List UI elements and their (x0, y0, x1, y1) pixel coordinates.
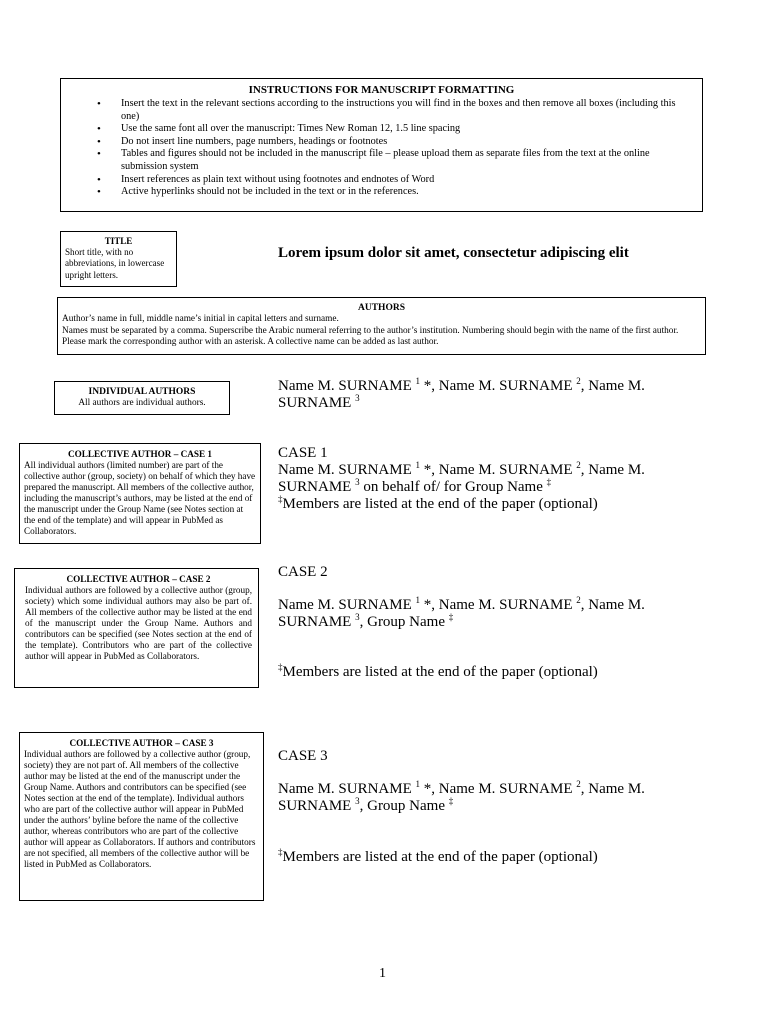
author-name: Name M. SURNAME (278, 462, 412, 478)
individual-author-list (278, 378, 698, 412)
title-box-heading: TITLE (104, 236, 133, 246)
page-number: 1 (379, 966, 386, 981)
author-name: Name M. SURNAME (438, 597, 573, 613)
author-name: Name M. SURNAME (438, 378, 573, 394)
instruction-item: • Do not insert line numbers, page numbers, headings or footnotes (121, 136, 692, 149)
case1-heading: COLLECTIVE AUTHOR – CASE 1 (68, 449, 212, 459)
author-name: Name M. SURNAME (438, 781, 573, 797)
collective-case3-box (19, 732, 264, 901)
case3-author-list (278, 781, 698, 815)
case2-label: CASE 2 (278, 564, 328, 580)
case3-label: CASE 3 (278, 748, 328, 764)
instructions-title: INSTRUCTIONS FOR MANUSCRIPT FORMATTING (248, 84, 515, 96)
individual-authors-box (54, 381, 230, 415)
affiliation-sup: 1 (415, 595, 420, 605)
authors-box-heading: AUTHORS (358, 303, 405, 313)
case3-members-note (278, 849, 698, 866)
corresponding-mark: *, (420, 378, 439, 394)
authors-box-line2: Names must be separated by a comma. Superscribe the Arabic numeral referring to the author’s institution. Numbering should begin with the name of the first author. Please mark the corresponding author with an asterisk. A collective name can be added as last author. (62, 325, 679, 347)
affiliation-sup: 2 (576, 595, 581, 605)
case3-text: Individual authors are followed by a collective author (group, society) they are not part of. All members of the collective author may be listed at the end of the manuscript under the Group Name. Authors and contributors can be specified (see Notes section at the end of the template). Individual authors who are part of the collective author will appear in PubMed under the authors’ byline before the name of the collective author, whereas contributors who are part of the collective author will appear as Collaborators. If authors and contributors are not specified, all members of the collective author will be listed in PubMed as Collaborators. (24, 749, 256, 869)
separator: , (580, 781, 589, 797)
case1-block (278, 445, 698, 513)
members-text: Members are listed at the end of the paper (optional) (282, 849, 598, 865)
title-box-text: Short title, with no abbreviations, in lowercase upright letters. (65, 247, 165, 280)
case3-heading: COLLECTIVE AUTHOR – CASE 3 (69, 738, 214, 748)
group-name: on behalf of/ for Group Name (359, 479, 547, 495)
case2-text: Individual authors are followed by a collective author (group, society) which some individual authors may also be part of. All members of the collective author may be listed at the end of the manuscript under the Group Name. Authors and contributors can be specified (see Notes section at the end of the template). Contributors who are part of the collective author will appear in PubMed as Collaborators. (25, 585, 252, 661)
authors-instruction-box (57, 297, 706, 355)
separator: , (580, 378, 589, 394)
affiliation-sup: 2 (576, 376, 581, 386)
dagger-mark: ‡ (278, 494, 283, 504)
collective-case1-box (19, 443, 261, 544)
corresponding-mark: *, (420, 462, 439, 478)
dagger-mark: ‡ (278, 847, 283, 857)
instruction-item: • Active hyperlinks should not be included in the text or in the references. (121, 186, 692, 199)
corresponding-mark: *, (420, 781, 439, 797)
author-name: Name M. SURNAME (278, 781, 645, 814)
dagger-mark: ‡ (278, 662, 283, 672)
instruction-item: • Tables and figures should not be included in the manuscript file – please upload them as separate files from the text at the online submission system (121, 148, 692, 173)
case1-author-list (278, 462, 698, 496)
affiliation-sup: 3 (355, 393, 360, 403)
case1-label: CASE 1 (278, 445, 328, 461)
members-text: Members are listed at the end of the paper (optional) (282, 664, 598, 680)
affiliation-sup: 2 (576, 460, 581, 470)
author-name: Name M. SURNAME (438, 462, 573, 478)
dagger-mark: ‡ (448, 796, 454, 806)
instruction-item: • Insert references as plain text without using footnotes and endnotes of Word (121, 174, 692, 187)
instruction-item: • Insert the text in the relevant sections according to the instructions you will find in the boxes and then remove all boxes (including this one) (121, 98, 692, 123)
individual-text: All authors are individual authors. (78, 398, 206, 408)
title-instruction-box (60, 231, 177, 287)
affiliation-sup: 3 (355, 796, 360, 806)
author-name: Name M. SURNAME (278, 378, 412, 394)
instructions-list (71, 98, 692, 199)
author-name: Name M. SURNAME (278, 597, 645, 630)
dagger-mark: ‡ (546, 477, 552, 487)
author-name: Name M. SURNAME (278, 597, 412, 613)
case1-text: All individual authors (limited number) are part of the collective author (group, society) on behalf of which they have prepared the manuscript. All members of the collective author, including the manuscript’s authors, may be listed at the end of the manuscript under the Group Name (see Notes section at the end of the template) and will appear in PubMed as Collaborators. (24, 460, 256, 536)
instruction-item: • Use the same font all over the manuscript: Times New Roman 12, 1.5 line spacing (121, 123, 692, 136)
case2-heading: COLLECTIVE AUTHOR – CASE 2 (66, 574, 211, 584)
collective-case2-box (14, 568, 259, 688)
author-name: Name M. SURNAME (278, 781, 412, 797)
affiliation-sup: 3 (355, 612, 360, 622)
case2-members-note (278, 664, 698, 681)
author-name: Name M. SURNAME (278, 378, 645, 411)
author-name: Name M. SURNAME (278, 462, 645, 495)
affiliation-sup: 2 (576, 779, 581, 789)
members-text: Members are listed at the end of the paper (optional) (282, 496, 598, 512)
dagger-mark: ‡ (448, 612, 454, 622)
separator: , (580, 462, 589, 478)
group-name: , Group Name (359, 614, 449, 630)
individual-heading: INDIVIDUAL AUTHORS (88, 387, 196, 397)
separator: , (580, 597, 589, 613)
affiliation-sup: 1 (415, 460, 420, 470)
authors-box-line1: Author’s name in full, middle name’s initial in capital letters and surname. (62, 314, 339, 324)
affiliation-sup: 1 (415, 779, 420, 789)
manuscript-title: Lorem ipsum dolor sit amet, consectetur adipiscing elit (278, 245, 629, 261)
instructions-box (60, 78, 703, 212)
corresponding-mark: *, (420, 597, 439, 613)
case1-members-note (278, 496, 698, 513)
group-name: , Group Name (359, 798, 449, 814)
case2-author-list (278, 597, 698, 631)
affiliation-sup: 3 (355, 477, 360, 487)
affiliation-sup: 1 (415, 376, 420, 386)
